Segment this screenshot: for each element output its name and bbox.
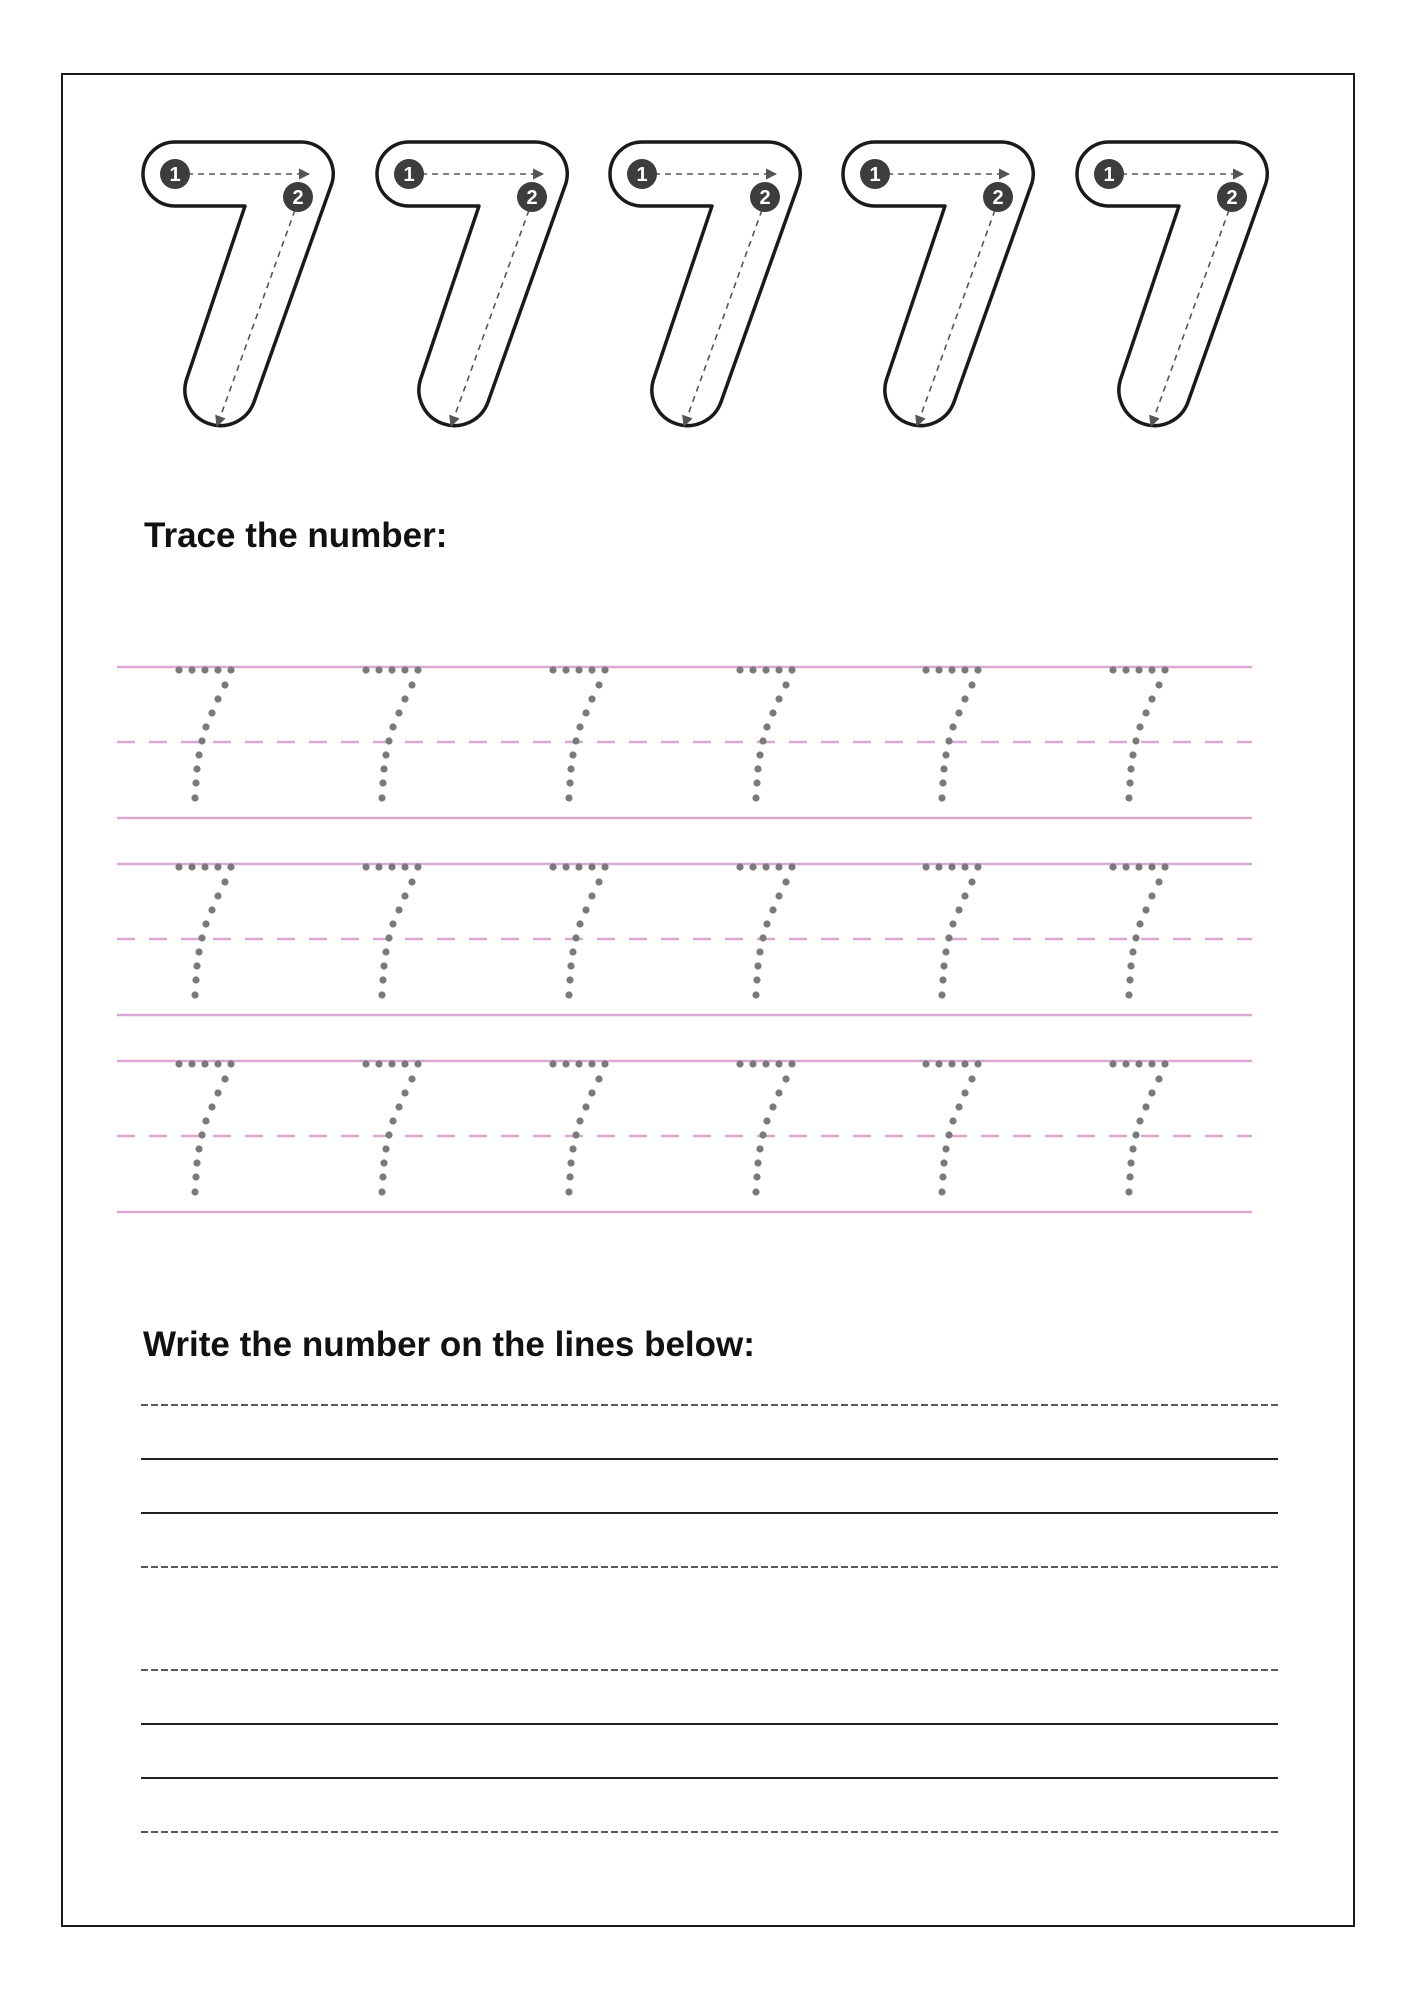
step-badge-label: 2 xyxy=(292,187,304,209)
step-badge-label: 1 xyxy=(1103,164,1115,186)
step-badge-label: 1 xyxy=(169,164,181,186)
write-heading: Write the number on the lines below: xyxy=(143,1325,755,1364)
step-badge-label: 2 xyxy=(992,187,1004,209)
step-badge-label: 1 xyxy=(869,164,881,186)
writing-line-group-1 xyxy=(141,1405,1278,1567)
writing-line-group-2 xyxy=(141,1670,1278,1832)
step-badge-label: 1 xyxy=(403,164,415,186)
step-badge-label: 2 xyxy=(759,187,771,209)
step-badge-label: 1 xyxy=(636,164,648,186)
step-badge-label: 2 xyxy=(526,187,538,209)
trace-heading: Trace the number: xyxy=(144,516,448,555)
step-badge-label: 2 xyxy=(1226,187,1238,209)
